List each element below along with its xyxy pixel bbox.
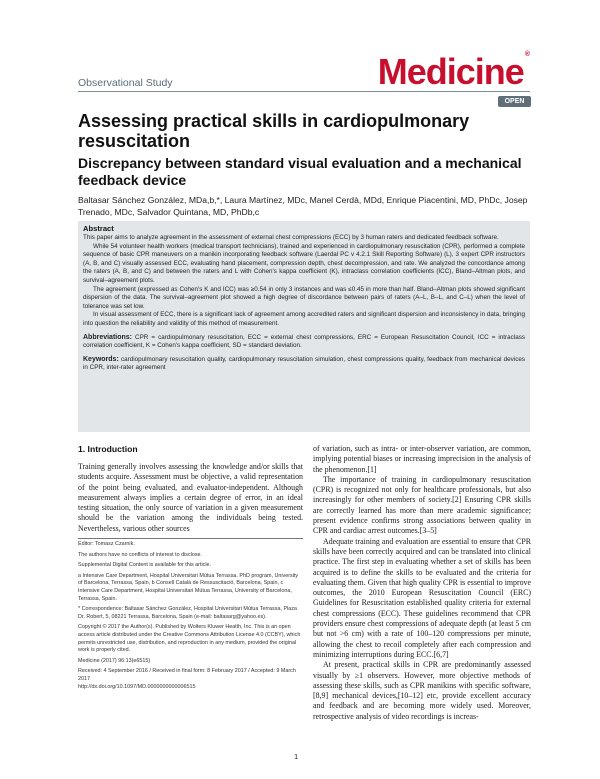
abstract-paragraph: While 54 volunteer health workers (medical transport technicians), trained and experienced in cardiopulmonary resuscitation (CPR), performed a complete sequence of basic CPR maneuvers on a manikin incorporating feedback software (Laerdal PC v 4.2.1 Skill Reporting Software) (L), 3 expert CPR instructors (A, B, and C) visually assessed ECC, evaluating hand placement, compression depth, chest decompression, and rate. We analyzed the concordance among the raters (A, B, and C) and between the raters and L with Cohen's kappa coefficient (K), intraclass correlation coefficients (ICC), Bland–Altman plots, and survival–agreement plots.: [83, 242, 525, 284]
abstract-paragraph: The agreement (expressed as Cohen's K and ICC) was ≥0.54 in only 3 instances and was ≤0.45 in more than half. Bland–Altman plots showed significant dispersion of the data. The survival–agreement plot showed a high degree of discordance between pairs of raters (A–L, B–L, and C–L) when the level of tolerance was set low.: [83, 285, 525, 310]
body-paragraph: At present, practical skills in CPR are predominantly assessed visually by ≥1 observers. However, more objective methods of assessing these skills, such as CPR manikins with specific software,[8,9] mechanical devices,[10–12] etc, provide excellent accuracy and feedback and are becoming more widely used. Moreover, retrospective analysis of video recordings is increas-: [313, 660, 531, 721]
registered-mark: ®: [524, 51, 530, 58]
footnote-divider: [78, 538, 303, 539]
right-column: [313, 444, 531, 722]
body-paragraph: of variation, such as intra- or inter-observer variation, are common, implying potential biases or increasing imprecision in the analysis of the phenomenon.[1]: [313, 444, 531, 474]
footnote-copyright: Copyright © 2017 the Author(s). Published by Wolters Kluwer Health, Inc. This is an open access article distributed under the Creative Commons Attribution License 4.0 (CCBY), which permits unrestricted use, distribution, and reproduction in any medium, provided the original work is properly cited.: [78, 624, 301, 654]
body-paragraph: Adequate training and evaluation are essential to ensure that CPR skills have been correctly acquired and can be translated into clinical practice. The first step in evaluating whether a set of skills has been acquired is to define the skills to be evaluated and the criteria for evaluating them. Given that high quality CPR is essential to improve outcomes, the 2010 European Resuscitation Council (ERC) Guidelines for Resuscitation established quality criteria for external chest compressions (ECC). These guidelines recommend that CPR providers ensure chest compressions of adequate depth (at least 5 cm but not >6 cm) with a rate of 100–120 compressions per minute, allowing the chest to recoil completely after each compression and minimizing interruptions during ECC.[6,7]: [313, 536, 531, 659]
abbreviations: [83, 334, 525, 351]
abstract-paragraph: This paper aims to analyze agreement in the assessment of external chest compressions (ECC) by 3 human raters and dedicated feedback software.: [83, 234, 499, 241]
abstract-heading: Abstract: [83, 224, 114, 233]
footnote-conflicts: The authors have no conflicts of interest to disclose.: [78, 551, 203, 558]
abstract-box: [78, 221, 530, 432]
section-heading: 1. Introduction: [78, 444, 138, 454]
section-label: Observational Study: [78, 77, 173, 89]
footnote-affiliations: a Intensive Care Department, Hospital Universitari Mútua Terrassa. PhD program, University of Barcelona, Terrassa, Spain, b Consell Català de Ressuscitació, Barcelona, Spain, c Intensive Care Department, Hospital Universitari Mútua Terrassa, University of Barcelona, Terrassa, Spain.: [78, 572, 299, 602]
open-access-badge: OPEN: [498, 96, 531, 107]
footnote-citation: Medicine (2017) 96:13(e6515): [78, 657, 151, 664]
footnotes: [78, 541, 303, 691]
footnote-editor: Editor: Tomasz Czarnik.: [78, 541, 135, 547]
abbreviations-text: CPR = cardiopulmonary resuscitation, ECC = external chest compressions, ERC = European Resuscitation Council, ICC = intraclass correlation coefficient, K = Cohen's kappa coefficient, SD = standard deviation.: [83, 333, 525, 350]
keywords-text: cardiopulmonary resuscitation quality, cardiopulmonary resuscitation simulation, chest compressions quality, feedback from mechanical devices in CPR, inter-rater agreement: [83, 355, 526, 372]
page-number: 1: [294, 752, 299, 761]
left-column: [78, 444, 303, 534]
journal-name: Medicine: [377, 51, 524, 92]
keywords-label: Keywords:: [83, 355, 119, 363]
footnote-supplemental: Supplemental Digital Content is available for this article.: [78, 562, 212, 569]
doi-link[interactable]: http://dx.doi.org/10.1097/MD.0000000000006515: [78, 683, 196, 690]
article-subtitle: Discrepancy between standard visual evaluation and a mechanical feedback device: [78, 155, 522, 188]
footnote-correspondence: * Correspondence: Baltasar Sánchez González, Hospital Universitari Mútua Terrassa, Plaza Dr. Robert, 5, 08221 Terrassa, Barcelona, Spain (e-mail: baltasarg@yahoo.es).: [78, 606, 297, 620]
body-paragraph: The importance of training in cardiopulmonary resuscitation (CPR) is recognized not only for healthcare professionals, but also increasingly for other members of society.[2] Ensuring CPR skills are correctly learned has more than mere academic significance; present evidence confirms strong associations between quality in CPR and cardiac arrest outcomes.[3–5]: [313, 474, 531, 536]
footnote-dates: Received: 4 September 2016 / Received in final form: 8 February 2017 / Accepted: 9 March 2017: [78, 668, 296, 682]
journal-logo: [378, 51, 530, 93]
author-list: Baltasar Sánchez González, MDa,b,*, Laura Martínez, MDc, Manel Cerdà, MDd, Enrique Piacentini, MD, PhDc, Josep Trenado, MDc, Salvador Quintana, MD, PhDb,c: [78, 195, 528, 217]
abbreviations-label: Abbreviations:: [83, 333, 133, 341]
keywords: [83, 356, 525, 373]
body-paragraph: Training generally involves assessing the knowledge and/or skills that students acquire. Assessment must be objective, a valid representation of the point being evaluated, and evaluator-independent. Although measurement always implies a certain degree of error, in an ideal testing situation, the only source of variation in a given measurement should be the variation among the individuals being tested. Nevertheless, various other sources: [78, 462, 303, 533]
abstract-paragraph: In visual assessment of ECC, there is a significant lack of agreement among accredited raters and significant dispersion and inconsistency in data, bringing into question the reliability and validity of this method of measurement.: [83, 311, 525, 327]
article-title: Assessing practical skills in cardiopulmonary resuscitation: [78, 111, 470, 151]
